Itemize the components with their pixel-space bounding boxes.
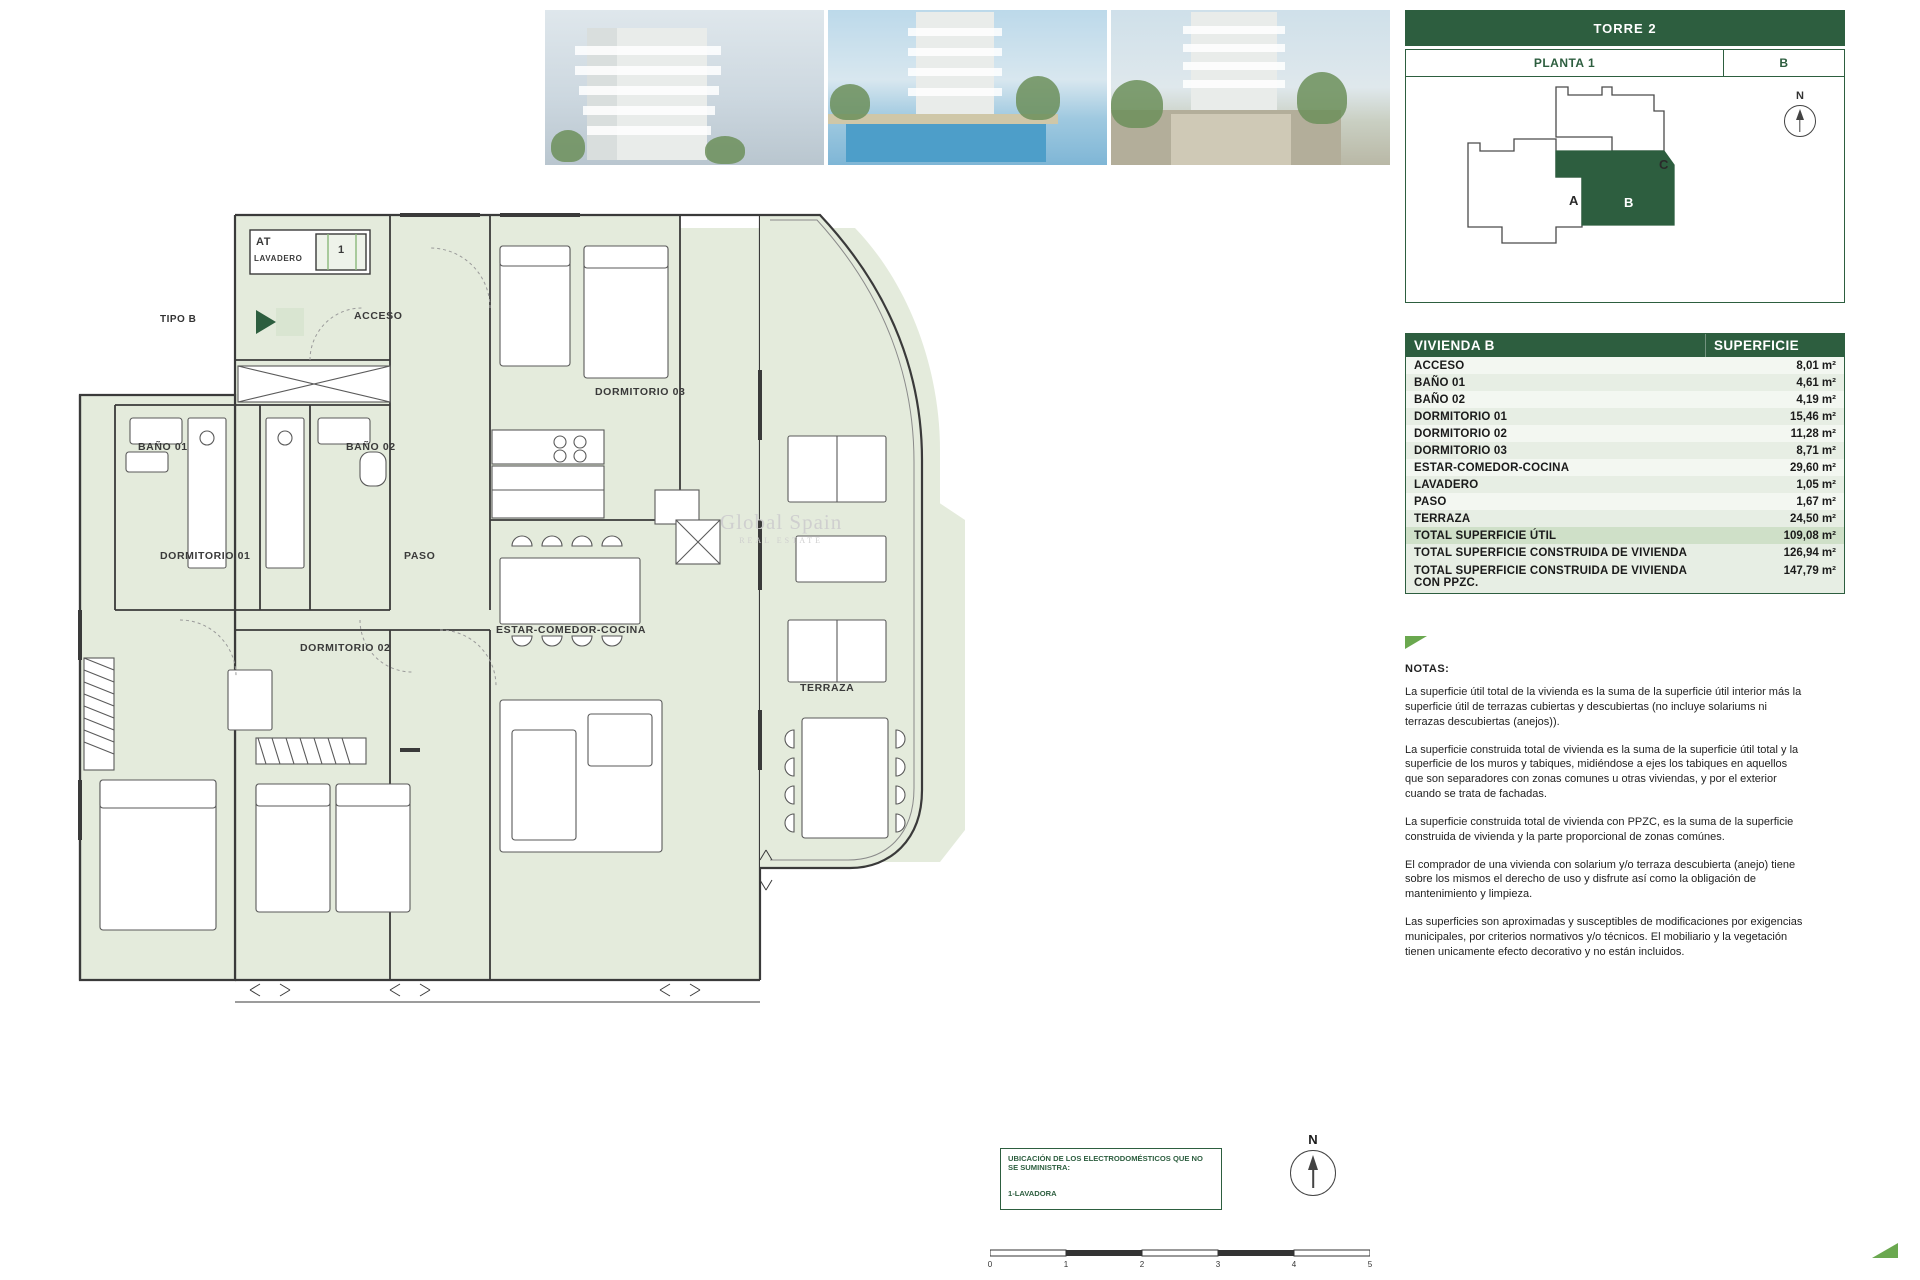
compass-north-label: N — [1308, 1132, 1318, 1147]
watermark — [720, 510, 842, 545]
scale-tick: 1 — [1063, 1260, 1069, 1269]
appliance-legend-box — [1000, 1148, 1222, 1210]
room-label-terraza: TERRAZA — [800, 682, 855, 694]
table-row — [1406, 408, 1844, 425]
room-label-paso: PASO — [404, 550, 436, 562]
table-row — [1406, 391, 1844, 408]
row-room-area: 4,19 m² — [1796, 393, 1836, 406]
scale-tick: 0 — [987, 1260, 993, 1269]
unit-label: B — [1779, 56, 1789, 70]
surface-table-header — [1406, 334, 1844, 357]
legend-line-2: 1-LAVADORA — [1008, 1188, 1057, 1198]
floor-unit-bar — [1405, 49, 1845, 77]
row-room-name: ESTAR-COMEDOR-COCINA — [1414, 461, 1570, 474]
row-room-name: LAVADERO — [1414, 478, 1479, 491]
compass-tail — [1312, 1170, 1314, 1188]
compass-circle — [1290, 1150, 1336, 1196]
room-label-bano02: BAÑO 02 — [346, 441, 396, 453]
scale-tick: 4 — [1291, 1260, 1297, 1269]
appliance-number: 1 — [338, 244, 345, 256]
note-paragraph: Las superficies son aproximadas y susceptibles de modificaciones por exigencias municipales, por criterios normativos y/o técnicos. El mobiliario y la vegetación tienen unicamente efecto decorativo y no están incluidos. — [1405, 916, 1803, 958]
info-column — [1405, 10, 1845, 973]
row-room-name: DORMITORIO 03 — [1414, 444, 1508, 457]
room-label-dormitorio01: DORMITORIO 01 — [160, 550, 251, 562]
key-plan-label-a: A — [1569, 193, 1579, 208]
table-row — [1406, 357, 1844, 374]
tower-bar-right-block — [1821, 10, 1845, 46]
room-label-dormitorio02: DORMITORIO 02 — [300, 642, 391, 654]
row-room-name: TERRAZA — [1414, 512, 1471, 525]
legend-line-1: UBICACIÓN DE LOS ELECTRODOMÉSTICOS QUE NO SE SUMINISTRA: — [1008, 1154, 1203, 1173]
accent-triangle-icon — [1405, 636, 1427, 649]
total-label: TOTAL SUPERFICIE CONSTRUIDA DE VIVIENDA — [1414, 546, 1688, 559]
total-label: TOTAL SUPERFICIE CONSTRUIDA DE VIVIENDA CON PPZC. — [1414, 565, 1687, 589]
plan-compass — [1290, 1132, 1336, 1196]
compass-needle-icon — [1796, 109, 1804, 120]
row-room-area: 1,05 m² — [1796, 478, 1836, 491]
note-paragraph: La superficie construida total de vivienda es la suma de la superficie útil total y la superficie de los muros y tabiques, midiéndose a ejes los tabiques en aquellos que son separadores con zonas comunes u otras viviendas, y por el exterior cuando se trata de fachadas. — [1405, 743, 1799, 801]
tower-title-bar — [1405, 10, 1845, 46]
surface-table-header-area: SUPERFICIE — [1705, 334, 1844, 357]
row-room-name: ACCESO — [1414, 359, 1465, 372]
watermark-text: Global Spain — [720, 510, 843, 534]
key-plan-label-c: C — [1659, 157, 1669, 172]
compass-north-label: N — [1796, 90, 1804, 102]
row-room-area: 29,60 m² — [1789, 461, 1836, 474]
room-label-acceso: ACCESO — [354, 310, 403, 322]
tower-title: TORRE 2 — [1429, 10, 1821, 46]
compass-needle-icon — [1308, 1155, 1318, 1170]
scale-tick: 5 — [1367, 1260, 1373, 1269]
corner-accent-triangle-icon — [1872, 1243, 1898, 1258]
table-row-total-built — [1406, 544, 1844, 561]
row-room-area: 4,61 m² — [1796, 376, 1836, 389]
photo-pool-view — [828, 10, 1107, 165]
room-label-bano01: BAÑO 01 — [138, 441, 188, 453]
total-value: 147,79 m² — [1783, 565, 1836, 577]
note-paragraph: La superficie útil total de la vivienda es la suma de la superficie útil interior más la superficie útil de terrazas cubiertas y descubiertas (no incluye solariums ni terrazas descubiertas (anejos)). — [1405, 686, 1802, 728]
key-plan-diagram — [1406, 77, 1844, 301]
table-row-total-built-ppzc — [1406, 561, 1844, 593]
scale-tick: 3 — [1215, 1260, 1221, 1269]
row-room-name: DORMITORIO 02 — [1414, 427, 1508, 440]
floor-plan — [60, 190, 1240, 1190]
compass-tail — [1799, 120, 1800, 132]
row-room-area: 8,01 m² — [1796, 359, 1836, 372]
row-room-name: PASO — [1414, 495, 1447, 508]
table-row — [1406, 425, 1844, 442]
row-room-area: 11,28 m² — [1790, 427, 1836, 440]
table-row — [1406, 476, 1844, 493]
notes-section — [1405, 636, 1845, 960]
row-room-area: 24,50 m² — [1789, 512, 1836, 525]
photo-garden-path — [1111, 10, 1390, 165]
room-label-estar-comedor-cocina: ESTAR-COMEDOR-COCINA — [496, 624, 647, 636]
compass-circle — [1784, 105, 1816, 137]
total-value: 109,08 m² — [1783, 529, 1836, 542]
watermark-subtext: REAL ESTATE — [739, 536, 824, 545]
row-room-name: BAÑO 02 — [1414, 393, 1466, 406]
total-label: TOTAL SUPERFICIE ÚTIL — [1414, 529, 1557, 542]
key-plan-compass — [1784, 90, 1816, 137]
scale-bar-graphic — [990, 1248, 1370, 1262]
key-plan — [1405, 77, 1845, 303]
room-label-dormitorio03: DORMITORIO 03 — [595, 386, 686, 398]
floor-label: PLANTA 1 — [1406, 50, 1724, 76]
laundry-label: LAVADERO — [254, 254, 303, 263]
laundry-tag: AT — [256, 236, 272, 248]
row-room-name: BAÑO 01 — [1414, 376, 1466, 389]
key-plan-label-b: B — [1624, 195, 1634, 210]
table-row — [1406, 459, 1844, 476]
tower-bar-left-block — [1405, 10, 1429, 46]
total-value: 126,94 m² — [1783, 546, 1836, 559]
row-room-name: DORMITORIO 01 — [1414, 410, 1508, 423]
note-paragraph: El comprador de una vivienda con solarium y/o terraza descubierta (anejo) tiene sobre los mismos el derecho de uso y disfrute así como la obligación de mantenimiento y limpieza. — [1405, 858, 1796, 901]
photo-tower-exterior — [545, 10, 824, 165]
surface-table-header-room: VIVIENDA B — [1414, 338, 1495, 353]
row-room-area: 8,71 m² — [1796, 444, 1836, 457]
row-room-area: 15,46 m² — [1789, 410, 1836, 423]
surface-table — [1405, 333, 1845, 594]
table-row — [1406, 493, 1844, 510]
table-row — [1406, 510, 1844, 527]
floor-plan-drawing — [60, 190, 1240, 1190]
photo-strip — [545, 10, 1390, 165]
plan-type-tag: TIPO B — [160, 314, 197, 325]
row-room-area: 1,67 m² — [1796, 495, 1836, 508]
table-row-total-useful — [1406, 527, 1844, 544]
table-row — [1406, 442, 1844, 459]
scale-tick: 2 — [1139, 1260, 1145, 1269]
table-row — [1406, 374, 1844, 391]
scale-bar — [987, 1248, 1373, 1270]
note-paragraph: La superficie construida total de vivienda con PPZC, es la suma de la superficie construida de vivienda y la parte proporcional de zonas comúnes. — [1405, 815, 1794, 843]
notes-title: NOTAS: — [1405, 663, 1450, 675]
